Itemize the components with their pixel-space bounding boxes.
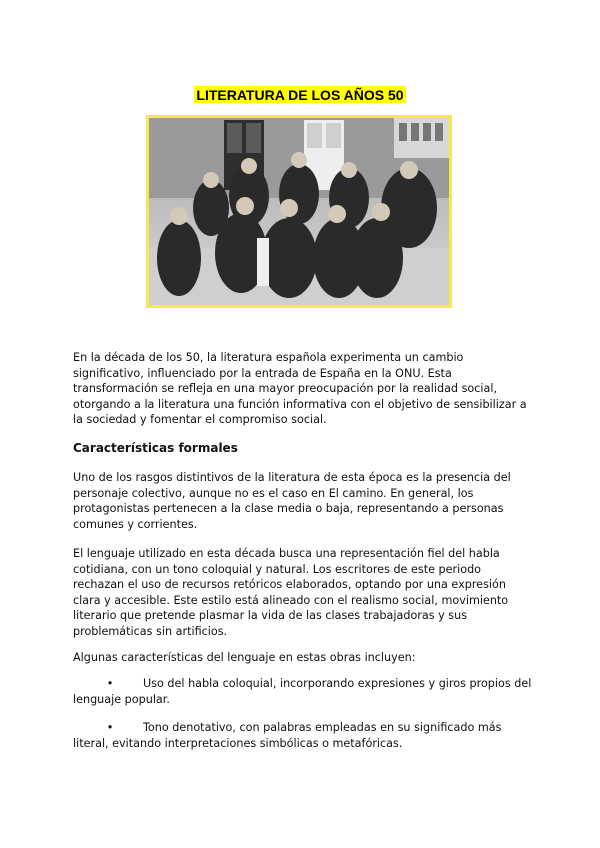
list-item [73,720,533,751]
list-item-text: Tono denotativo, con palabras empleadas en su significado más literal, evitando interpretaciones simbólicas o metafóricas. [73,721,502,750]
paragraph-list-intro: Algunas características del lenguaje en estas obras incluyen: [73,651,416,664]
paragraph-collective-character: Uno de los rasgos distintivos de la literatura de esta época es la presencia del personaje colectivo, aunque no es el caso en El camino. En general, los protagonistas pertenecen a la clase media o baja, representando a personas comunes y corrientes. [73,471,511,531]
intro-paragraph: En la década de los 50, la literatura española experimenta un cambio significativo, influenciado por la entrada de España en la ONU. Esta transformación se refleja en una mayor preocupación por la realidad social, otorgando a la literatura una función informativa con el objetivo de sensibilizar a la sociedad y fomentar el compromiso social. [73,351,527,427]
group-photo [146,115,452,308]
page-title: LITERATURA DE LOS AÑOS 50 [196,87,404,103]
section-heading: Características formales [73,441,238,455]
group-photo-image [149,118,449,305]
title-container [0,85,600,104]
paragraph-language: El lenguaje utilizado en esta década busca una representación fiel del habla cotidiana, con un tono coloquial y natural. Los escritores de este periodo rechazan el uso de recursos retóricos elaborados, optando por una expresión clara y accesible. Este estilo está alineado con el realismo social, movimiento literario que pretende plasmar la vida de las clases trabajadoras y sus problemáticas sin artificios. [73,547,509,638]
bullet-icon: • [106,677,114,690]
list-item-text: Uso del habla coloquial, incorporando expresiones y giros propios del lenguaje popular. [73,677,532,706]
bullet-icon: • [106,721,114,734]
list-item [73,676,533,707]
